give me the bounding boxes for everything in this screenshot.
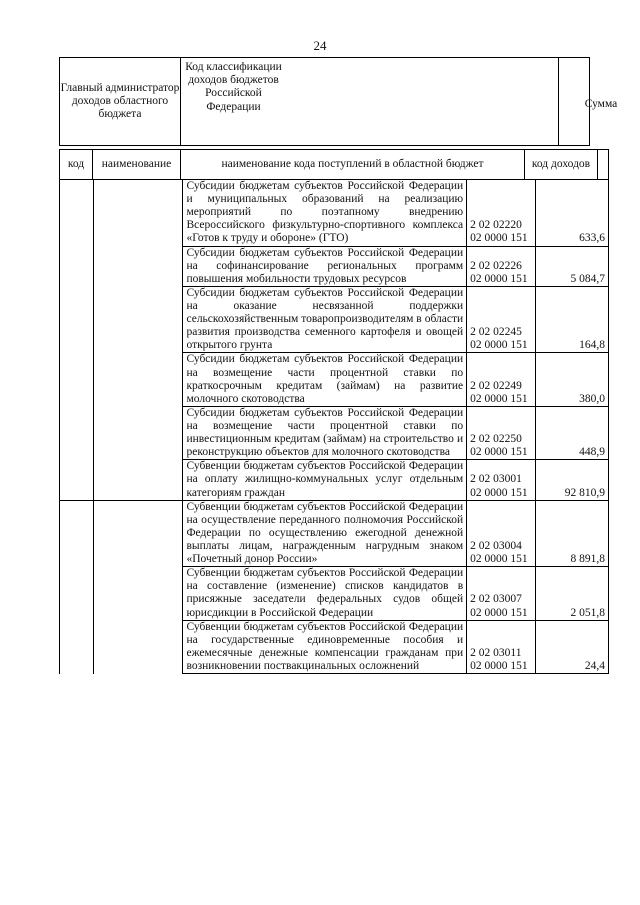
header-sum-text: Сумма bbox=[584, 98, 618, 110]
cell-description: Субсидии бюджетам субъектов Российской Федерации на софинансирование региональных программ повышения мобильности трудовых ресурсов bbox=[183, 246, 467, 286]
cell-kod bbox=[60, 286, 94, 353]
table-header-top bbox=[59, 57, 618, 146]
cell-naimenovanie bbox=[93, 460, 183, 500]
income-code-part1: 2 02 02249 bbox=[470, 379, 522, 392]
page-number: 24 bbox=[313, 38, 327, 53]
cell-kod bbox=[60, 567, 94, 620]
cell-kod bbox=[60, 500, 94, 567]
cell-sum: 448,9 bbox=[535, 406, 609, 459]
cell-description: Субсидии бюджетам субъектов Российской Федерации и муниципальных образований на реализацию мероприятий по поэтапному внедрению Всероссийского физкультурно-спортивного комплекса «Готов к труду и обороне» (ГТО) bbox=[183, 180, 467, 247]
income-code-part1: 2 02 03004 bbox=[470, 539, 522, 552]
cell-naimenovanie bbox=[93, 286, 183, 353]
cell-naimenovanie bbox=[93, 567, 183, 620]
cell-description: Субвенции бюджетам субъектов Российской Федерации на осуществление переданного полномочия Российской Федерации по осуществлению ежегодной денежной выплаты лицам, награжденным нагрудным знаком «Почетный донор России» bbox=[183, 500, 467, 567]
revenue-table-body bbox=[60, 180, 609, 674]
cell-kod bbox=[60, 180, 94, 247]
cell-kod bbox=[60, 353, 94, 406]
cell-sum: 92 810,9 bbox=[535, 460, 609, 500]
income-code-part2: 02 0000 151 bbox=[470, 392, 528, 405]
cell-kod bbox=[60, 460, 94, 500]
cell-naimenovanie bbox=[93, 500, 183, 567]
table-row bbox=[60, 567, 609, 620]
revenue-table bbox=[59, 179, 609, 674]
subheader-code-name: наименование кода поступлений в областной бюджет bbox=[181, 150, 525, 179]
subheader-kod-dohodov: код доходов bbox=[525, 150, 598, 179]
table-header-sub bbox=[59, 149, 609, 179]
table-row bbox=[60, 500, 609, 567]
income-code-part1: 2 02 03011 bbox=[470, 646, 522, 659]
cell-sum: 2 051,8 bbox=[535, 567, 609, 620]
income-code-part1: 2 02 02226 bbox=[470, 259, 522, 272]
cell-income-code bbox=[467, 246, 535, 286]
cell-kod bbox=[60, 246, 94, 286]
cell-kod bbox=[60, 620, 94, 673]
table-row bbox=[60, 286, 609, 353]
table-row bbox=[60, 620, 609, 673]
cell-description: Субвенции бюджетам субъектов Российской Федерации на государственные единовременные пособия и ежемесячные денежные компенсации гражданам при возникновении поствакцинальных осложнений bbox=[183, 620, 467, 673]
table-row bbox=[60, 353, 609, 406]
cell-income-code bbox=[467, 567, 535, 620]
income-code-part2: 02 0000 151 bbox=[470, 606, 528, 619]
cell-kod bbox=[60, 406, 94, 459]
cell-naimenovanie bbox=[93, 246, 183, 286]
cell-income-code bbox=[467, 286, 535, 353]
income-code-part2: 02 0000 151 bbox=[470, 486, 528, 499]
cell-description: Субвенции бюджетам субъектов Российской Федерации на оплату жилищно-коммунальных услуг отдельным категориям граждан bbox=[183, 460, 467, 500]
cell-income-code bbox=[467, 180, 535, 247]
cell-sum: 8 891,8 bbox=[535, 500, 609, 567]
income-code-part2: 02 0000 151 bbox=[470, 553, 528, 566]
cell-naimenovanie bbox=[93, 406, 183, 459]
header-sum bbox=[559, 58, 618, 145]
cell-income-code bbox=[467, 353, 535, 406]
cell-income-code bbox=[467, 620, 535, 673]
income-code-part2: 02 0000 151 bbox=[470, 446, 528, 459]
cell-naimenovanie bbox=[93, 180, 183, 247]
cell-description: Субсидии бюджетам субъектов Российской Федерации на возмещение части процентной ставки по инвестиционным кредитам (займам) на строительство и реконструкцию объектов для молочного скотоводства bbox=[183, 406, 467, 459]
header-admin: Главный администратор доходов областного бюджета bbox=[60, 58, 181, 145]
cell-sum: 24,4 bbox=[535, 620, 609, 673]
cell-sum: 164,8 bbox=[535, 286, 609, 353]
cell-sum: 380,0 bbox=[535, 353, 609, 406]
income-code-part1: 2 02 02220 bbox=[470, 219, 522, 232]
income-code-part1: 2 02 02250 bbox=[470, 433, 522, 446]
subheader-naimenovanie: наименование bbox=[93, 150, 181, 179]
header-code-classification-text: Код классификации доходов бюджетов Российской Федерации bbox=[185, 61, 282, 113]
table-row bbox=[60, 246, 609, 286]
cell-naimenovanie bbox=[93, 353, 183, 406]
income-code-part1: 2 02 02245 bbox=[470, 326, 522, 339]
cell-income-code bbox=[467, 460, 535, 500]
table-row bbox=[60, 406, 609, 459]
cell-sum: 633,6 bbox=[535, 180, 609, 247]
table-row bbox=[60, 180, 609, 247]
cell-description: Субвенции бюджетам субъектов Российской Федерации на составление (изменение) списков кандидатов в присяжные заседатели федеральных судов общей юрисдикции в Российской Федерации bbox=[183, 567, 467, 620]
income-code-part2: 02 0000 151 bbox=[470, 232, 528, 245]
cell-description: Субсидии бюджетам субъектов Российской Федерации на возмещение части процентной ставки по краткосрочным кредитам (займам) на развитие молочного скотоводства bbox=[183, 353, 467, 406]
cell-description: Субсидии бюджетам субъектов Российской Федерации на оказание несвязанной поддержки сельскохозяйственным товаропроизводителям в области развития производства семенного картофеля и овощей открытого грунта bbox=[183, 286, 467, 353]
cell-naimenovanie bbox=[93, 620, 183, 673]
header-code-classification bbox=[181, 58, 559, 145]
table-row bbox=[60, 460, 609, 500]
income-code-part2: 02 0000 151 bbox=[470, 659, 528, 672]
income-code-part2: 02 0000 151 bbox=[470, 272, 528, 285]
cell-sum: 5 084,7 bbox=[535, 246, 609, 286]
cell-income-code bbox=[467, 500, 535, 567]
income-code-part1: 2 02 03001 bbox=[470, 473, 522, 486]
income-code-part2: 02 0000 151 bbox=[470, 339, 528, 352]
income-code-part1: 2 02 03007 bbox=[470, 593, 522, 606]
cell-income-code bbox=[467, 406, 535, 459]
subheader-kod: код bbox=[60, 150, 93, 179]
subheader-sum-col bbox=[598, 150, 610, 179]
